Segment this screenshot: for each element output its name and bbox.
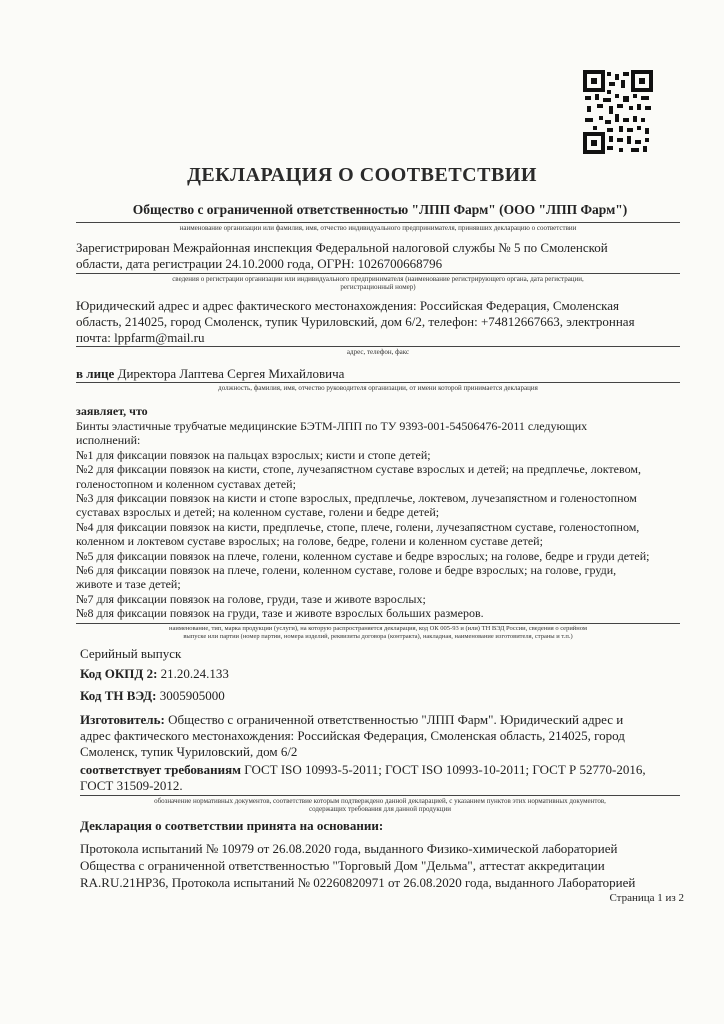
rule: [76, 346, 680, 347]
okpd-code: [80, 666, 229, 682]
product-line: №3 для фиксации повязок на кисти и стопе взрослых, предплечье, локтевом, лучезапястном и голеностопном: [76, 491, 637, 506]
product-line: №1 для фиксации повязок на пальцах взрослых; кисти и стопе детей;: [76, 447, 431, 462]
product-list: [76, 419, 716, 621]
product-line: исполнений:: [76, 433, 141, 448]
declares-heading: заявляет, что: [76, 404, 148, 418]
address-line: область, 214025, город Смоленск, тупик Чуриловский, дом 6/2, телефон: +74812667663, электронная: [76, 314, 635, 329]
conformity-label: соответствует требованиям: [80, 762, 241, 777]
rule: [76, 623, 680, 624]
caption-line: наименование, тип, марка продукции (услуги), на которую распространяется декларация, код ОК 005-93 и (или) ТН ВЭД России, сведения о серийном: [168, 625, 587, 632]
caption-line: содержащих требования для данной продукции: [309, 805, 451, 813]
manufacturer-block: [80, 712, 700, 760]
basis-heading: Декларация о соответствии принята на основании:: [80, 818, 384, 833]
page-number: Страница 1 из 2: [609, 892, 684, 904]
product-line: животе и тазе детей;: [76, 577, 181, 592]
qr-code: [583, 70, 653, 154]
rule: [80, 795, 680, 796]
rule: [76, 382, 680, 383]
address-line: Юридический адрес и адрес фактического местонахождения: Российская Федерация, Смоленская: [76, 298, 619, 313]
product-line: №5 для фиксации повязок на плече, голени, коленном суставе и бедре взрослых; на голове, бедре и груди детей;: [76, 548, 650, 563]
basis-line: Общества с ограниченной ответственностью "Торговый Дом "Дельма", аттестат аккредитации: [80, 858, 605, 873]
tnved-label: Код ТН ВЭД:: [80, 688, 157, 703]
manufacturer-line: Смоленск, тупик Чуриловский, дом 6/2: [80, 744, 298, 759]
product-line: №8 для фиксации повязок на груди, тазе и животе взрослых больших размеров.: [76, 606, 484, 621]
product-line: коленном и локтевом суставе взрослых; на голове, бедре, голени и коленном суставе детей;: [76, 534, 543, 549]
caption-line: обозначение нормативных документов, соответствие которым подтверждено данной декларацией, с указанием пунктов этих нормативных документов,: [154, 797, 606, 805]
basis-block: [80, 840, 700, 891]
product-line: №2 для фиксации повязок на кисти, стопе, лучезапястном суставе взрослых и детей; на предплечье, локтевом,: [76, 462, 641, 477]
representative-block: [76, 366, 686, 382]
conformity-line: ГОСТ 31509-2012.: [80, 778, 183, 793]
representative-prefix: в лице: [76, 366, 115, 381]
document-title: ДЕКЛАРАЦИЯ О СООТВЕТСТВИИ: [187, 164, 537, 186]
conformity-line: ГОСТ ISO 10993-5-2011; ГОСТ ISO 10993-10-2011; ГОСТ Р 52770-2016,: [244, 762, 646, 777]
registration-block: [76, 240, 686, 272]
tnved-code: [80, 688, 225, 704]
representative-caption: должность, фамилия, имя, отчество руководителя организации, от имени которой принимается декларация: [218, 384, 538, 392]
rule: [76, 273, 680, 274]
manufacturer-line: Общество с ограниченной ответственностью "ЛПП Фарм". Юридический адрес и: [168, 712, 624, 727]
okpd-label: Код ОКПД 2:: [80, 666, 158, 681]
product-line: №7 для фиксации повязок на голове, груди, тазе и животе взрослых;: [76, 591, 426, 606]
applicant-name: Общество с ограниченной ответственностью "ЛПП Фарм" (ООО "ЛПП Фарм"): [132, 202, 628, 217]
registration-caption: [76, 275, 680, 291]
caption-line: выпуске или партии (номер партии, номера изделий, реквизиты договора (контракта), накладная, наименование изготовителя, страны и т.п.): [183, 633, 573, 640]
address-line: почта: lppfarm@mail.ru: [76, 330, 205, 345]
applicant-caption: наименование организации или фамилия, имя, отчество индивидуального предпринимателя, принявших декларацию о соответствии: [179, 224, 577, 232]
manufacturer-label: Изготовитель:: [80, 712, 165, 727]
product-caption: [76, 625, 680, 641]
representative-text: Директора Лаптева Сергея Михайловича: [117, 366, 345, 381]
conformity-block: [80, 762, 700, 794]
registration-line: Зарегистрирован Межрайонная инспекция Федеральной налоговой службы № 5 по Смоленской: [76, 240, 608, 255]
okpd-value: 21.20.24.133: [160, 666, 229, 681]
product-line: Бинты эластичные трубчатые медицинские БЭТМ-ЛПП по ТУ 9393-001-54506476-2011 следующих: [76, 419, 588, 433]
address-caption: адрес, телефон, факс: [346, 348, 410, 356]
caption-line: регистрационный номер): [340, 283, 416, 291]
basis-line: Протокола испытаний № 10979 от 26.08.2020 года, выданного Физико-химической лабораторией: [80, 841, 618, 856]
manufacturer-line: адрес фактического местонахождения: Российская Федерация, Смоленская область, 214025, город: [80, 728, 625, 743]
serial-release: Серийный выпуск: [80, 646, 182, 661]
address-block: [76, 298, 696, 346]
product-line: №6 для фиксации повязок на плече, голени, коленном суставе, голове и бедре взрослых; на голове, груди,: [76, 563, 617, 578]
rule: [76, 222, 680, 223]
conformity-caption: [80, 797, 680, 813]
product-line: голеностопном и коленном суставах детей;: [76, 476, 296, 491]
product-line: суставах взрослых и детей; на коленном суставе, голени и бедре детей;: [76, 505, 440, 520]
caption-line: сведения о регистрации организации или индивидуального предпринимателя (наименование регистрирующего органа, дата регистрации,: [172, 275, 584, 283]
registration-line: области, дата регистрации 24.10.2000 года, ОГРН: 1026700668796: [76, 256, 443, 271]
product-line: №4 для фиксации повязок на кисти, предплечье, стопе, плече, голени, лучезапястном суставе, голеностопном,: [76, 519, 640, 534]
tnved-value: 3005905000: [159, 688, 225, 703]
basis-line: RA.RU.21НР36, Протокола испытаний № 02260820971 от 26.08.2020 года, выданного Лабораторией: [80, 875, 636, 890]
